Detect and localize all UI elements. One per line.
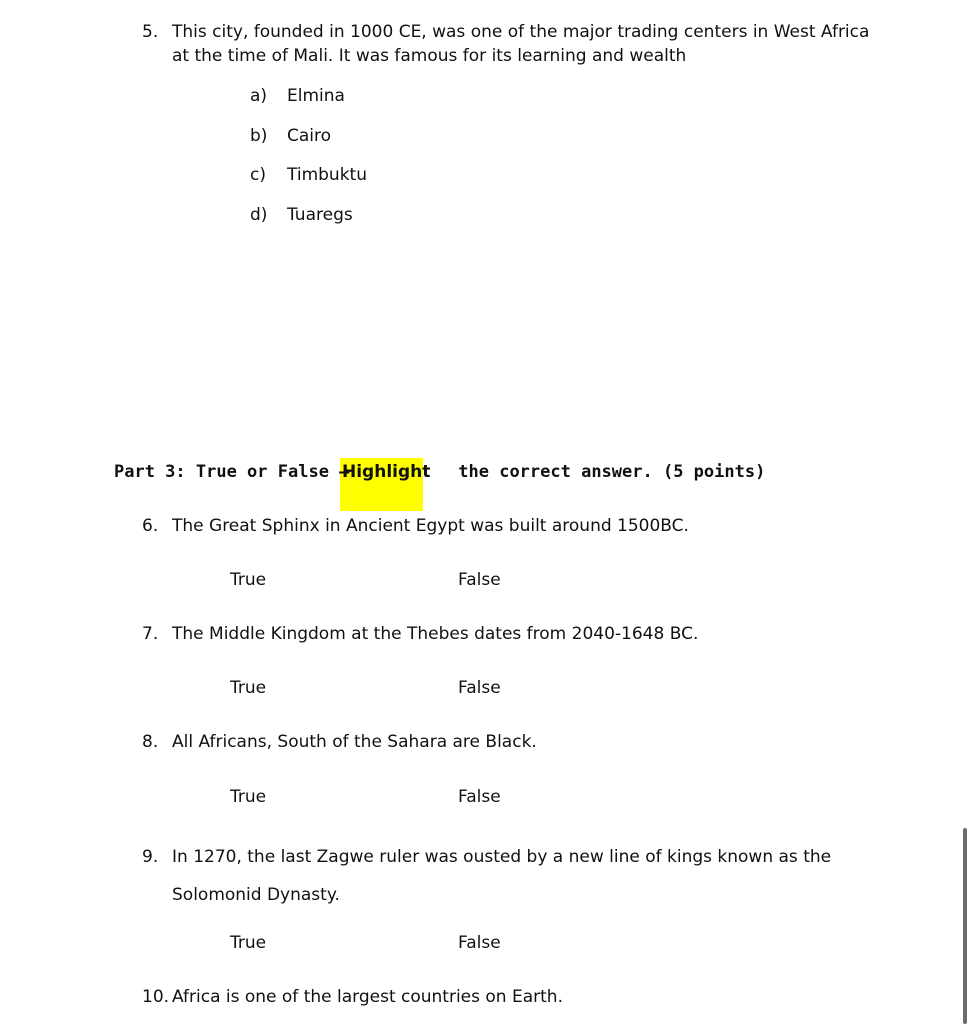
question-number: 9. — [142, 847, 159, 867]
option-letter: b) — [250, 126, 268, 146]
question-text-line-1: This city, founded in 1000 CE, was one of the major trading centers in West Africa — [172, 22, 870, 42]
question-number: 7. — [142, 624, 159, 644]
question-text: All Africans, South of the Sahara are Black. — [172, 732, 537, 752]
option-text: Tuaregs — [287, 205, 353, 225]
option-text: Elmina — [287, 86, 345, 106]
question-number: 6. — [142, 516, 159, 536]
question-text-line-2: Solomonid Dynasty. — [172, 885, 340, 905]
question-8 — [142, 730, 537, 754]
question-text: The Great Sphinx in Ancient Egypt was built around 1500BC. — [172, 516, 689, 536]
option-text: Timbuktu — [287, 165, 367, 185]
scrollbar-thumb[interactable] — [963, 828, 967, 1024]
part-3-heading — [114, 459, 765, 485]
question-text: The Middle Kingdom at the Thebes dates from 2040-1648 BC. — [172, 624, 699, 644]
question-10 — [142, 985, 563, 1009]
q9-false-option[interactable]: False — [458, 933, 501, 953]
question-text-line-2: at the time of Mali. It was famous for its learning and wealth — [172, 46, 687, 66]
highlight-word: Highlight — [342, 462, 431, 482]
question-number: 10. — [142, 987, 170, 1007]
question-number: 8. — [142, 732, 159, 752]
question-9 — [142, 838, 831, 914]
option-text: Cairo — [287, 126, 332, 146]
part-3-heading-suffix: the correct answer. (5 points) — [448, 462, 766, 482]
option-a[interactable] — [250, 84, 345, 108]
option-letter: a) — [250, 86, 268, 106]
q8-false-option[interactable]: False — [458, 787, 501, 807]
question-text: Africa is one of the largest countries on Earth. — [172, 987, 563, 1007]
question-number: 5. — [142, 22, 159, 42]
question-5 — [142, 20, 869, 68]
vertical-scrollbar[interactable] — [958, 0, 973, 1024]
question-7 — [142, 622, 698, 646]
q7-true-option[interactable]: True — [230, 678, 267, 698]
option-b[interactable] — [250, 124, 331, 148]
option-letter: d) — [250, 205, 268, 225]
q6-false-option[interactable]: False — [458, 570, 501, 590]
q8-true-option[interactable]: True — [230, 787, 267, 807]
question-6 — [142, 514, 689, 538]
q6-true-option[interactable]: True — [230, 570, 267, 590]
q7-false-option[interactable]: False — [458, 678, 501, 698]
question-text-line-1: In 1270, the last Zagwe ruler was ousted by a new line of kings known as the — [172, 847, 832, 867]
option-d[interactable] — [250, 203, 353, 227]
option-c[interactable] — [250, 163, 367, 187]
q9-true-option[interactable]: True — [230, 933, 267, 953]
part-3-heading-prefix: Part 3: True or False – — [114, 462, 360, 482]
option-letter: c) — [250, 165, 266, 185]
